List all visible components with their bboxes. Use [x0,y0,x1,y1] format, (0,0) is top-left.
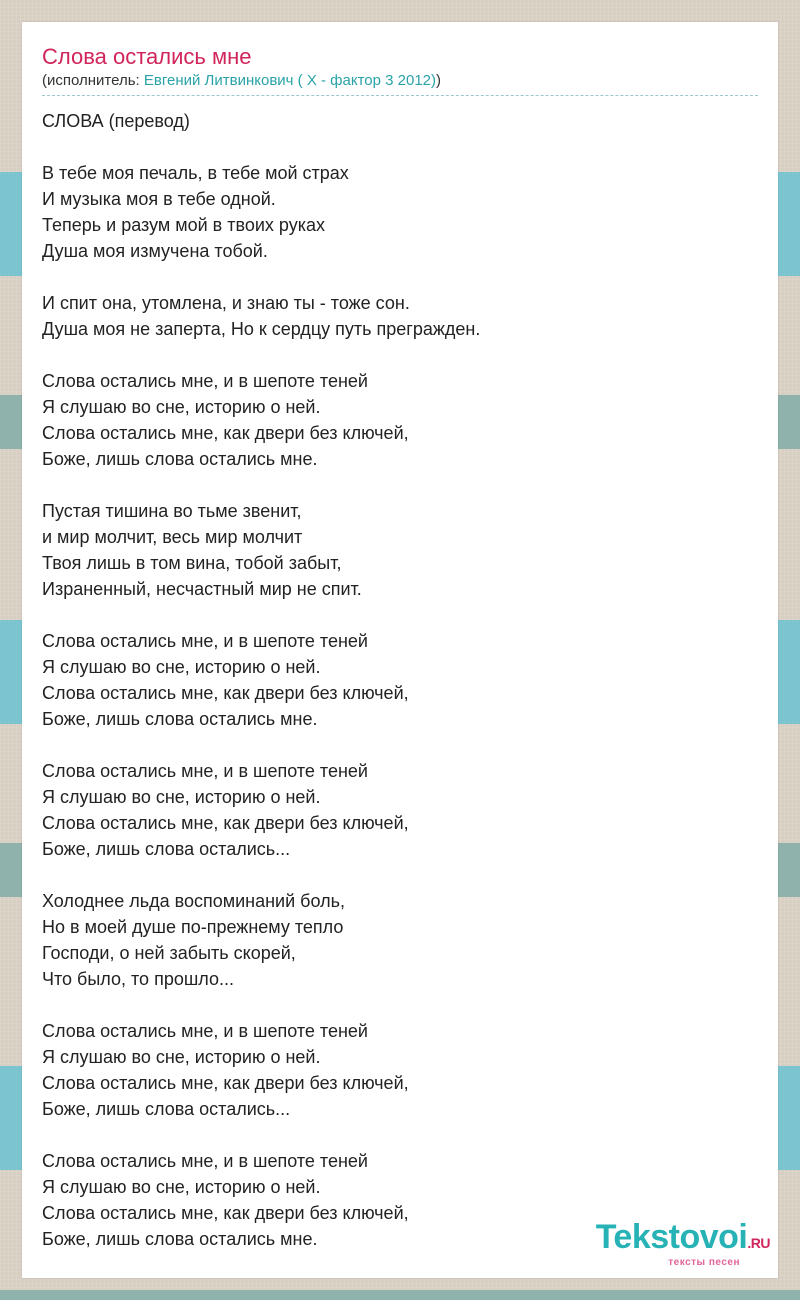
lyric-line: Слова остались мне, и в шепоте теней [42,371,368,391]
lyric-line: Боже, лишь слова остались мне. [42,709,318,729]
lyric-line: и мир молчит, весь мир молчит [42,527,303,547]
lyric-line: В тебе моя печаль, в тебе мой страх [42,163,349,183]
lyrics-text [42,108,758,1252]
lyrics-card [22,22,778,1278]
lyric-line [42,342,758,368]
lyric-line: Слова остались мне, и в шепоте теней [42,761,368,781]
background-stripe [0,1290,800,1300]
song-content [42,44,758,1252]
lyric-line: Твоя лишь в том вина, тобой забыт, [42,553,342,573]
lyric-line: Слова остались мне, и в шепоте теней [42,1021,368,1041]
lyric-line: Я слушаю во сне, историю о ней. [42,657,321,677]
artist-prefix: (исполнитель: [42,72,144,89]
lyric-line: Слова остались мне, как двери без ключей, [42,683,409,703]
logo-wordmark [596,1220,770,1260]
lyric-line: Душа моя не заперта, Но к сердцу путь прегражден. [42,319,481,339]
lyric-line: И спит она, утомлена, и знаю ты - тоже сон. [42,293,410,313]
lyric-line: Но в моей душе по-прежнему тепло [42,917,344,937]
logo-tld: .RU [747,1235,770,1251]
lyric-line [42,992,758,1018]
divider [42,95,758,96]
artist-suffix: ) [436,72,442,89]
site-logo[interactable] [596,1220,770,1268]
lyric-line [42,134,758,160]
lyric-line: Слова остались мне, и в шепоте теней [42,1151,368,1171]
lyric-line [42,1122,758,1148]
lyric-line: Пустая тишина во тьме звенит, [42,501,302,521]
lyric-line [42,602,758,628]
lyric-line: Боже, лишь слова остались мне. [42,1229,318,1249]
lyric-line: Душа моя измучена тобой. [42,241,268,261]
lyric-line [42,264,758,290]
lyric-line: Господи, о ней забыть скорей, [42,943,296,963]
song-title: Слова остались мне [42,44,252,69]
lyric-line: Слова остались мне, как двери без ключей, [42,423,409,443]
logo-name: Tekstovoi [595,1218,748,1256]
lyric-line: Боже, лишь слова остались мне. [42,449,318,469]
lyric-line [42,732,758,758]
lyric-line [42,472,758,498]
lyric-line: Израненный, несчастный мир не спит. [42,579,362,599]
logo-tagline: тексты песен [668,1257,740,1268]
lyric-line: Я слушаю во сне, историю о ней. [42,1177,321,1197]
lyric-line [42,862,758,888]
lyric-line: Боже, лишь слова остались... [42,1099,291,1119]
lyric-line: Я слушаю во сне, историю о ней. [42,397,321,417]
artist-link[interactable]: Евгений Литвинкович ( X - фактор 3 2012) [143,72,437,89]
lyric-line: Слова остались мне, как двери без ключей, [42,1203,409,1223]
lyric-line: Слова остались мне, как двери без ключей, [42,813,409,833]
lyric-line: Что было, то прошло... [42,969,234,989]
lyric-line: Я слушаю во сне, историю о ней. [42,787,321,807]
artist-line [42,72,758,90]
lyric-line: Слова остались мне, и в шепоте теней [42,631,368,651]
lyric-line: Я слушаю во сне, историю о ней. [42,1047,321,1067]
lyric-line: Боже, лишь слова остались... [42,839,291,859]
lyric-line: И музыка моя в тебе одной. [42,189,276,209]
lyric-line: Теперь и разум мой в твоих руках [42,215,326,235]
lyric-line: СЛОВА (перевод) [42,111,190,131]
lyric-line: Холоднее льда воспоминаний боль, [42,891,345,911]
lyric-line: Слова остались мне, как двери без ключей, [42,1073,409,1093]
